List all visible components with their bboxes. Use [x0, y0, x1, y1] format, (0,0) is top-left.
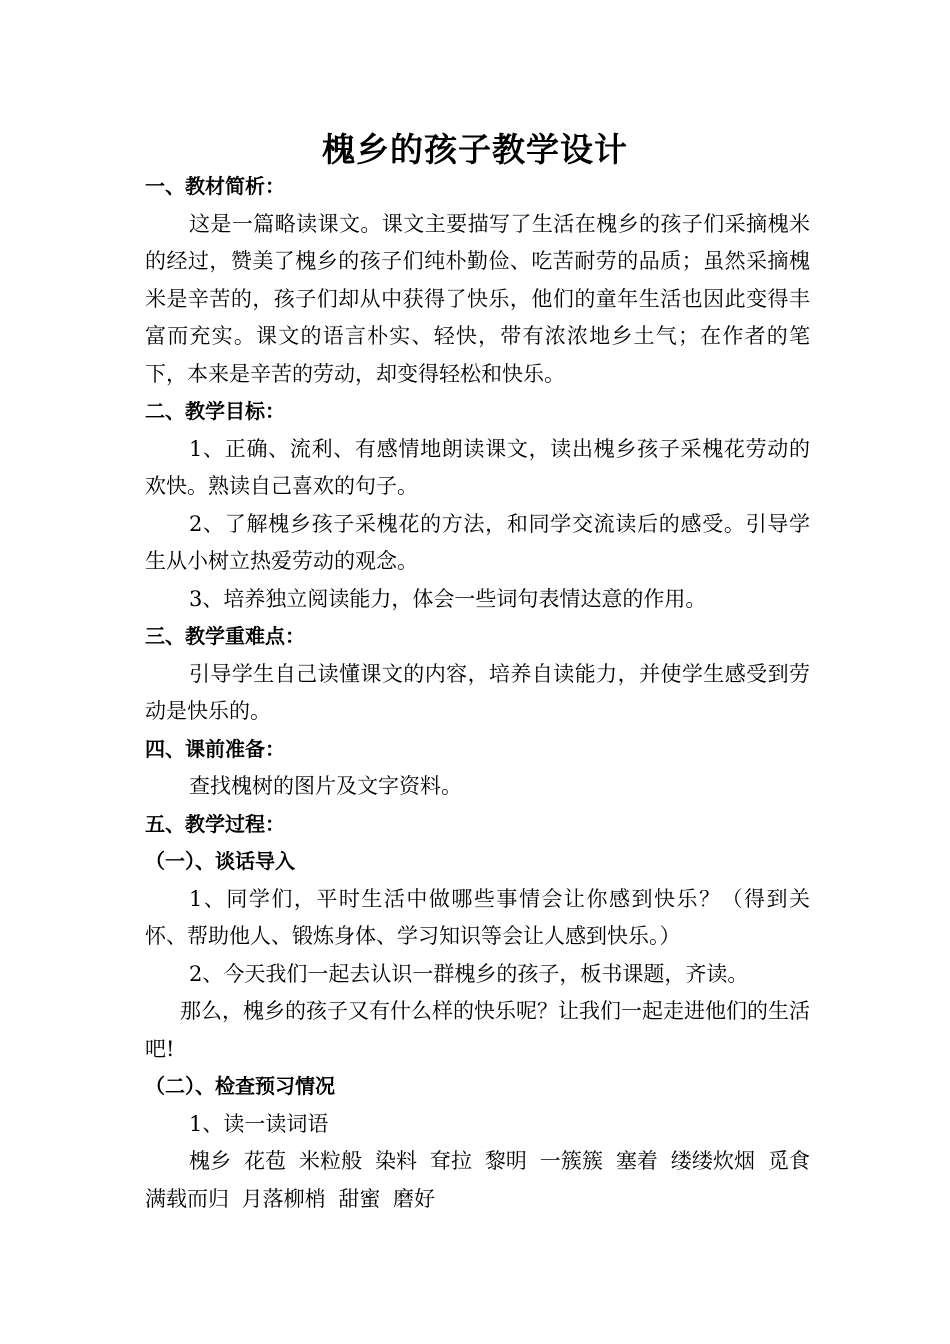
paragraph: 引导学生自己读懂课文的内容，培养自读能力，并使学生感受到劳动是快乐的。: [145, 661, 810, 723]
paragraph: 这是一篇略读课文。课文主要描写了生活在槐乡的孩子们采摘槐米的经过，赞美了槐乡的孩子们纯朴勤俭、吃苦耐劳的品质；虽然采摘槐米是辛苦的，孩子们却从中获得了快乐，他们的童年生活也因此变得丰富而充实。课文的语言朴实、轻快，带有浓浓地乡土气；在作者的笔下，本来是辛苦的劳动，却变得轻松和快乐。: [145, 211, 810, 386]
section-heading: 三、教学重难点：: [145, 624, 305, 648]
paragraph: 1、读一读词语: [189, 1111, 329, 1136]
section-heading: 四、课前准备：: [145, 736, 285, 761]
section-heading: 五、教学过程：: [145, 811, 285, 836]
paragraph: 1、同学们，平时生活中做哪些事情会让你感到快乐？（得到关怀、帮助他人、锻炼身体、学习知识等会让人感到快乐。）: [145, 886, 810, 948]
subsection-heading: （一）、谈话导入: [145, 849, 295, 873]
document-body: [145, 168, 810, 1218]
subsection-heading: （二）、检查预习情况: [145, 1074, 335, 1098]
section-heading: 二、教学目标：: [145, 399, 285, 423]
paragraph: 查找槐树的图片及文字资料。: [189, 774, 462, 798]
document-title: 槐乡的孩子教学设计: [322, 130, 628, 169]
section-heading: 一、教材简析：: [145, 174, 285, 198]
paragraph: 2、了解槐乡孩子采槐花的方法，和同学交流读后的感受。引导学生从小树立热爱劳动的观念。: [145, 511, 810, 573]
vocabulary-list: 槐乡 花苞 米粒般 染料 耷拉 黎明 一簇簇 塞着 缕缕炊烟 觅食 满载而归 月落柳梢 甜蜜 磨好: [145, 1149, 810, 1211]
paragraph: 2、今天我们一起去认识一群槐乡的孩子，板书课题，齐读。: [189, 961, 749, 986]
paragraph: 3、培养独立阅读能力，体会一些词句表情达意的作用。: [189, 586, 707, 611]
paragraph: 1、正确、流利、有感情地朗读课文，读出槐乡孩子采槐花劳动的欢快。熟读自己喜欢的句子。: [145, 436, 810, 498]
paragraph: 那么，槐乡的孩子又有什么样的快乐呢？让我们一起走进他们的生活吧!: [145, 999, 810, 1061]
